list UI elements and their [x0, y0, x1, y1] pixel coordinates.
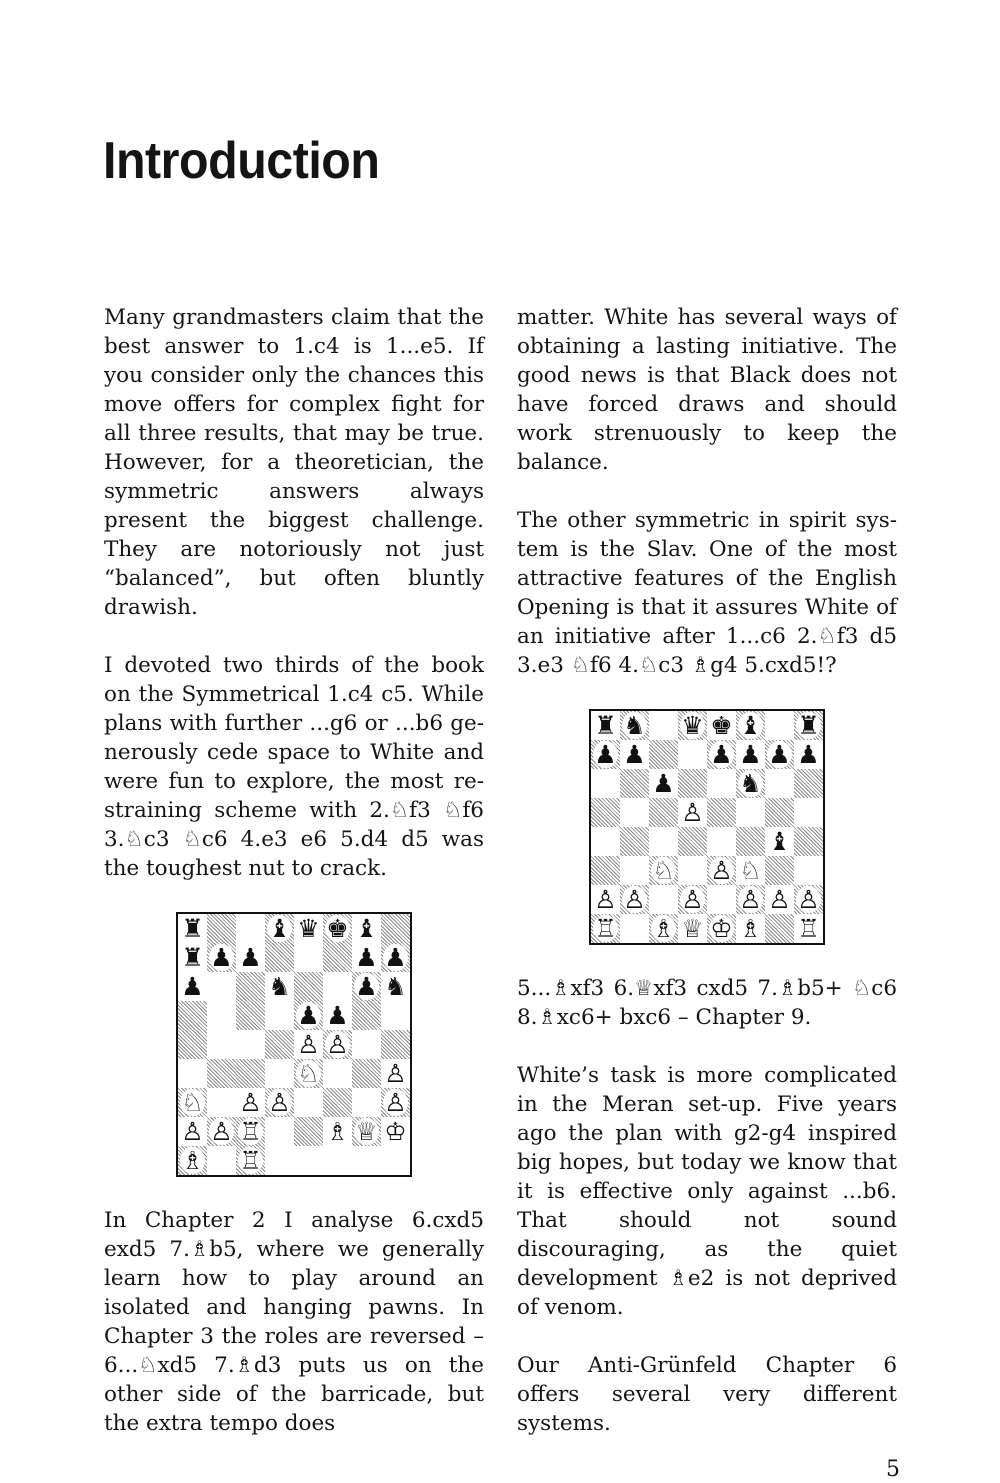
chess-board [176, 912, 412, 1177]
chess-piece: ♕ [681, 914, 704, 943]
board-square [707, 827, 736, 856]
page-title: Introduction [103, 132, 380, 190]
board-square [678, 740, 707, 769]
chess-piece: ♙ [268, 1088, 291, 1117]
board-square [620, 798, 649, 827]
board-square [178, 1001, 207, 1030]
board-square [207, 1030, 236, 1059]
chess-piece: ♟ [181, 972, 204, 1001]
board-square [794, 827, 823, 856]
board-square [294, 914, 323, 943]
board-square [265, 1030, 294, 1059]
chess-piece: ♗ [181, 1146, 204, 1175]
paragraph: The other symmetric in spirit system is the Slav. One of the most attractive features of the English Opening is that it assures White of an initiative after 1...c6 2.♘f3 d5 3.e3 ♘f6 4.♘c3 ♗g4 5.cxd5!? [517, 508, 897, 678]
chess-piece: ♔ [710, 914, 733, 943]
chess-piece: ♙ [797, 885, 820, 914]
chess-piece: ♗ [739, 914, 762, 943]
board-square [236, 1146, 265, 1175]
board-square [178, 914, 207, 943]
chess-piece: ♙ [768, 885, 791, 914]
board-square [352, 914, 381, 943]
board-square [265, 914, 294, 943]
board-square [765, 740, 794, 769]
board-square [236, 1001, 265, 1030]
board-square [381, 943, 410, 972]
board-square [707, 769, 736, 798]
board-square [736, 769, 765, 798]
board-square [678, 885, 707, 914]
board-square [736, 827, 765, 856]
chess-piece: ♟ [768, 740, 791, 769]
chess-piece: ♚ [710, 711, 733, 740]
board-square [591, 740, 620, 769]
chess-piece: ♙ [623, 885, 646, 914]
chess-piece: ♟ [652, 769, 675, 798]
board-square [736, 711, 765, 740]
board-square [591, 711, 620, 740]
chess-piece: ♖ [797, 914, 820, 943]
board-square [207, 1146, 236, 1175]
chess-piece: ♟ [326, 1001, 349, 1030]
board-square [591, 827, 620, 856]
board-square [765, 914, 794, 943]
chess-piece: ♙ [681, 885, 704, 914]
board-square [649, 740, 678, 769]
board-square [794, 740, 823, 769]
board-square [352, 1117, 381, 1146]
chess-diagram [517, 709, 897, 945]
chess-piece: ♙ [710, 856, 733, 885]
board-square [736, 740, 765, 769]
board-square [265, 1001, 294, 1030]
board-square [323, 1117, 352, 1146]
board-square [794, 798, 823, 827]
paragraph: Many grandmasters claim that the best answer to 1.c4 is 1...e5. If you consider only the chances this move offers for complex fight for all three results, that may be true. However, for a theoretician, the symmetric answers always present the biggest challenge. They are notoriously not just “balanced”, but often bluntly drawish. [104, 305, 484, 620]
board-square [707, 740, 736, 769]
chess-piece: ♟ [355, 972, 378, 1001]
board-square [649, 769, 678, 798]
chess-piece: ♟ [355, 943, 378, 972]
board-square [591, 885, 620, 914]
right-column [517, 303, 897, 1438]
chess-piece: ♙ [326, 1030, 349, 1059]
board-square [794, 711, 823, 740]
chess-piece: ♞ [623, 711, 646, 740]
board-square [323, 1030, 352, 1059]
board-square [765, 827, 794, 856]
chess-piece: ♟ [623, 740, 646, 769]
chess-piece: ♗ [652, 914, 675, 943]
board-square [236, 1059, 265, 1088]
board-square [381, 1088, 410, 1117]
chess-piece: ♘ [297, 1059, 320, 1088]
board-square [178, 1030, 207, 1059]
chess-piece: ♙ [739, 885, 762, 914]
board-square [323, 914, 352, 943]
board-square [178, 1059, 207, 1088]
board-square [352, 1088, 381, 1117]
chess-piece: ♗ [326, 1117, 349, 1146]
board-square [294, 943, 323, 972]
chess-piece: ♟ [797, 740, 820, 769]
board-square [207, 1117, 236, 1146]
board-square [591, 914, 620, 943]
board-square [323, 972, 352, 1001]
chess-piece: ♞ [739, 769, 762, 798]
board-square [707, 856, 736, 885]
board-square [323, 1059, 352, 1088]
board-square [178, 1146, 207, 1175]
board-square [381, 1059, 410, 1088]
board-square [294, 1001, 323, 1030]
chess-piece: ♙ [181, 1117, 204, 1146]
board-square [178, 972, 207, 1001]
board-square [265, 943, 294, 972]
chess-piece: ♙ [210, 1117, 233, 1146]
board-square [649, 711, 678, 740]
board-square [236, 972, 265, 1001]
board-square [649, 885, 678, 914]
board-square [265, 972, 294, 1001]
board-square [620, 740, 649, 769]
chess-piece: ♟ [384, 943, 407, 972]
board-square [352, 943, 381, 972]
board-square [265, 1117, 294, 1146]
board-square [649, 798, 678, 827]
board-square [236, 1088, 265, 1117]
chess-piece: ♟ [710, 740, 733, 769]
board-square [381, 1117, 410, 1146]
board-square [294, 1030, 323, 1059]
board-square [794, 856, 823, 885]
board-square [207, 972, 236, 1001]
board-square [620, 769, 649, 798]
board-square [736, 856, 765, 885]
board-square [236, 914, 265, 943]
board-square [620, 827, 649, 856]
chess-piece: ♙ [239, 1088, 262, 1117]
board-square [794, 769, 823, 798]
board-square [794, 885, 823, 914]
chess-piece: ♖ [239, 1146, 262, 1175]
board-square [707, 711, 736, 740]
board-square [236, 1117, 265, 1146]
board-square [765, 769, 794, 798]
board-square [649, 827, 678, 856]
chess-piece: ♖ [594, 914, 617, 943]
chess-board [589, 709, 825, 945]
chess-piece: ♖ [239, 1117, 262, 1146]
chess-piece: ♜ [181, 943, 204, 972]
chess-piece: ♟ [739, 740, 762, 769]
chess-piece: ♟ [594, 740, 617, 769]
paragraph: Our Anti-Grünfeld Chapter 6 offers several very different systems. [517, 1353, 897, 1436]
board-square [381, 914, 410, 943]
board-square [765, 798, 794, 827]
board-square [678, 798, 707, 827]
board-square [620, 885, 649, 914]
board-square [207, 943, 236, 972]
chess-piece: ♘ [652, 856, 675, 885]
board-square [765, 885, 794, 914]
board-square [207, 1001, 236, 1030]
board-square [620, 711, 649, 740]
chess-piece: ♞ [384, 972, 407, 1001]
chess-piece: ♝ [355, 914, 378, 943]
board-square [678, 711, 707, 740]
board-square [736, 885, 765, 914]
board-square [381, 1001, 410, 1030]
board-square [591, 798, 620, 827]
paragraph: In Chapter 2 I analyse 6.cxd5 exd5 7.♗b5, where we generally learn how to play around an isolated and hanging pawns. In Chapter 3 the roles are reversed – 6...♘xd5 7.♗d3 puts us on the other side of the barricade, but the extra tempo does [104, 1208, 484, 1436]
chess-piece: ♛ [681, 711, 704, 740]
board-square [178, 1088, 207, 1117]
board-square [649, 914, 678, 943]
chess-piece: ♞ [268, 972, 291, 1001]
board-square [294, 972, 323, 1001]
board-square [678, 827, 707, 856]
board-square [381, 972, 410, 1001]
board-square [591, 769, 620, 798]
chess-piece: ♝ [768, 827, 791, 856]
board-square [207, 914, 236, 943]
board-square [323, 943, 352, 972]
chess-piece: ♔ [384, 1117, 407, 1146]
board-square [707, 798, 736, 827]
board-square [294, 1117, 323, 1146]
chess-piece: ♙ [297, 1030, 320, 1059]
board-square [178, 1117, 207, 1146]
left-column [104, 303, 484, 1438]
paragraph: White’s task is more complicated in the Meran set-up. Five years ago the plan with g2-g4 inspired big hopes, but today we know that it is effective only against ...b6. That should not sound discouraging, as the quiet development ♗e2 is not deprived of venom. [517, 1063, 897, 1320]
board-square [736, 914, 765, 943]
chess-piece: ♙ [384, 1059, 407, 1088]
board-square [352, 1001, 381, 1030]
board-square [381, 1030, 410, 1059]
board-square [620, 914, 649, 943]
chess-piece: ♙ [384, 1088, 407, 1117]
chess-piece: ♚ [326, 914, 349, 943]
chess-piece: ♜ [797, 711, 820, 740]
board-square [323, 1088, 352, 1117]
board-square [178, 943, 207, 972]
board-square [236, 1030, 265, 1059]
paragraph: I devoted two thirds of the book on the Symmetrical 1.c4 c5. While plans with further ...g6 or ...b6 generously cede space to White and were fun to explore, the most restraining scheme with 2.♘f3 ♘f6 3.♘c3 ♘c6 4.e3 e6 5.d4 d5 was the toughest nut to crack. [104, 653, 484, 881]
board-square [294, 1059, 323, 1088]
board-square [352, 972, 381, 1001]
board-square [765, 856, 794, 885]
board-square [236, 943, 265, 972]
board-square [323, 1001, 352, 1030]
chess-piece: ♘ [181, 1088, 204, 1117]
chess-piece: ♛ [297, 914, 320, 943]
board-square [352, 1030, 381, 1059]
board-square [678, 856, 707, 885]
board-square [707, 885, 736, 914]
chess-diagram [104, 912, 484, 1177]
board-square [620, 856, 649, 885]
chess-piece: ♙ [681, 798, 704, 827]
board-square [207, 1059, 236, 1088]
chess-piece: ♜ [594, 711, 617, 740]
chess-piece: ♕ [355, 1117, 378, 1146]
board-square [707, 914, 736, 943]
page-number: 5 [886, 1457, 900, 1482]
board-square [678, 769, 707, 798]
board-square [265, 1059, 294, 1088]
chess-piece: ♟ [210, 943, 233, 972]
board-square [352, 1059, 381, 1088]
board-square [265, 1088, 294, 1117]
board-square [207, 1088, 236, 1117]
board-square [649, 856, 678, 885]
paragraph: matter. White has several ways of obtaining a lasting initiative. The good news is that Black does not have forced draws and should work strenuously to keep the balance. [517, 305, 897, 475]
board-square [678, 914, 707, 943]
board-square [736, 798, 765, 827]
chess-piece: ♜ [181, 914, 204, 943]
chess-piece: ♝ [268, 914, 291, 943]
chess-piece: ♟ [239, 943, 262, 972]
board-square [591, 856, 620, 885]
chess-piece: ♝ [739, 711, 762, 740]
chess-piece: ♙ [594, 885, 617, 914]
paragraph: 5...♗xf3 6.♕xf3 cxd5 7.♗b5+ ♘c6 8.♗xc6+ bxc6 – Chapter 9. [517, 976, 897, 1030]
board-square [794, 914, 823, 943]
board-square [765, 711, 794, 740]
board-square [294, 1088, 323, 1117]
chess-piece: ♟ [297, 1001, 320, 1030]
chess-piece: ♘ [739, 856, 762, 885]
